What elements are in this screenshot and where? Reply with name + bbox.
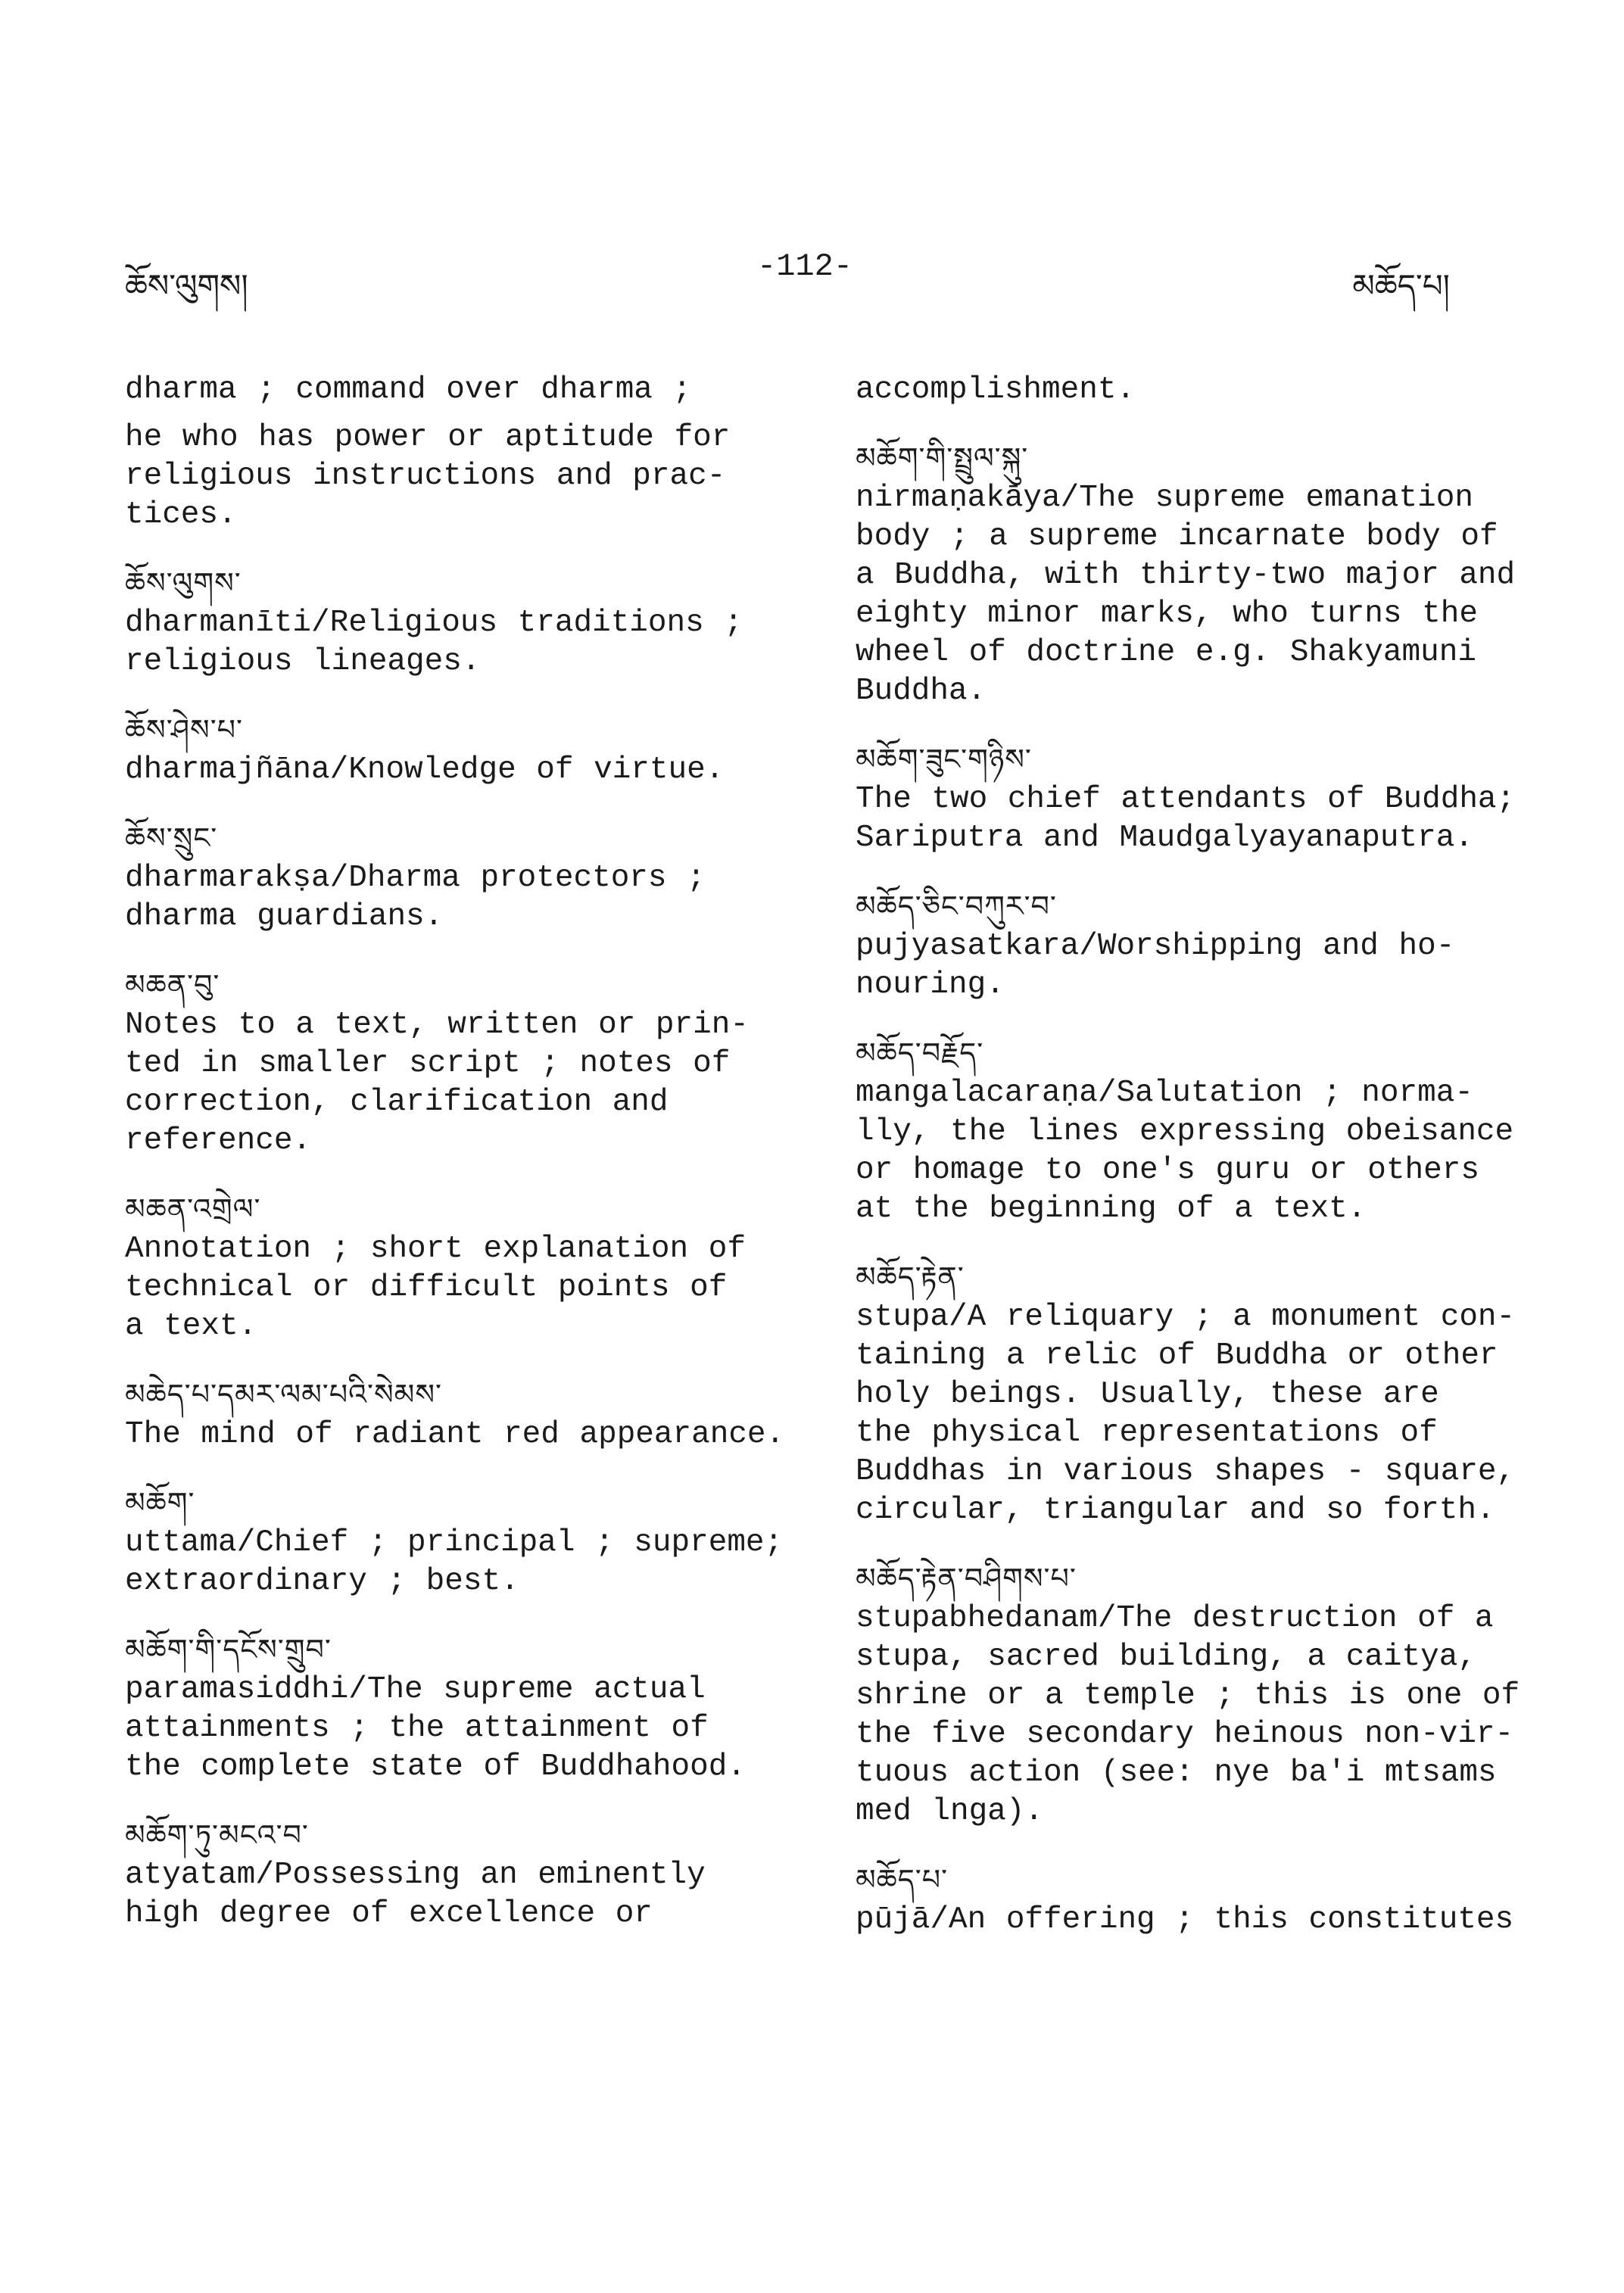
left-column — [125, 371, 806, 1961]
dictionary-entry — [125, 1373, 806, 1454]
running-head-left: ཆོས་ལུགས། — [125, 267, 248, 304]
tibetan-headword: མཆོག་གི་དངོས་གྲུབ་ — [125, 1633, 332, 1666]
entry-definition: The mind of radiant red appearance. — [125, 1417, 785, 1452]
tibetan-headword: མཆོག་ཟུང་གཉིས་ — [856, 743, 1032, 776]
dictionary-entry — [856, 1256, 1552, 1530]
tibetan-headword: མཆེད་པ་དམར་ལམ་པའི་སེམས་ — [125, 1378, 442, 1411]
continuation-line: dharma ; command over dharma ; — [125, 372, 692, 407]
tibetan-headword: མཆོད་ཅིང་བཀུར་བ་ — [856, 889, 1057, 923]
dictionary-entry — [125, 1628, 806, 1787]
entry-definition: Notes to a text, written or prin- ted in smaller script ; notes of correction, clarification and reference. — [125, 1008, 749, 1158]
tibetan-headword: མཆོག་གི་སྤྲུལ་སྐུ་ — [856, 441, 1029, 475]
entry-definition: nirmaṇakāya/The supreme emanation body ; a supreme incarnate body of a Buddha, with thirty-two major and eighty minor marks, who turns the wheel of doctrine e.g. Shakyamuni Buddha. — [856, 481, 1516, 709]
entry-definition: mangalacaraṇa/Salutation ; norma- lly, the lines expressing obeisance or homage to one's guru or others at the beginning of a text. — [856, 1076, 1514, 1226]
dictionary-entry — [125, 1814, 806, 1933]
dictionary-entry — [856, 1858, 1552, 1939]
entry-definition: pūjā/An offering ; this constitutes — [856, 1902, 1514, 1937]
dictionary-entry — [856, 1032, 1552, 1229]
tibetan-headword: ཆོས་ཤེས་པ་ — [125, 713, 244, 746]
tibetan-headword: མཆན་བུ་ — [125, 968, 220, 1002]
dictionary-entry — [125, 709, 806, 790]
tibetan-headword: མཆོག་ — [125, 1486, 195, 1519]
tibetan-headword: ཆོས་ལུགས་ — [125, 566, 242, 600]
dictionary-entry — [125, 817, 806, 936]
tibetan-headword: མཆོད་བརྗོད་ — [856, 1036, 984, 1070]
right-column — [856, 371, 1552, 1967]
entry-definition: uttama/Chief ; principal ; supreme; extraordinary ; best. — [125, 1525, 784, 1599]
entry-definition: dharmarakṣa/Dharma protectors ; dharma guardians. — [125, 861, 706, 934]
page-number: -112- — [757, 248, 853, 285]
entry-definition: dharmajñāna/Knowledge of virtue. — [125, 752, 725, 787]
continuation-definition: he who has power or aptitude for religious instructions and prac- tices. — [125, 420, 731, 532]
tibetan-headword: མཆོད་རྟེན་ — [856, 1260, 965, 1294]
dictionary-entry — [125, 1481, 806, 1601]
entry-definition: stupabhedanam/The destruction of a stupa, sacred building, a caitya, shrine or a temple ; this is one of the five secondary heinous non-vir- tuous action (see: nye ba'i mtsams med lnga). — [856, 1601, 1520, 1829]
tibetan-headword: མཆོད་རྟེན་བཤིགས་པ་ — [856, 1562, 1077, 1595]
tibetan-headword: མཆོད་པ་ — [856, 1863, 949, 1896]
continuation-line: accomplishment. — [856, 372, 1136, 407]
entry-definition: stupa/A reliquary ; a monument con- taining a relic of Buddha or other holy beings. Usually, these are the physical representations of Buddhas in various shapes - square, circular, triangular and so forth. — [856, 1300, 1516, 1528]
dictionary-entry — [125, 964, 806, 1161]
entry-definition: The two chief attendants of Buddha; Sariputra and Maudgalyayanaputra. — [856, 782, 1516, 855]
dictionary-entry — [856, 1557, 1552, 1831]
entry-definition: paramasiddhi/The supreme actual attainments ; the attainment of the complete state of Buddhahood. — [125, 1672, 746, 1784]
entry-definition: atyatam/Possessing an eminently high degree of excellence or — [125, 1858, 706, 1931]
dictionary-entry — [856, 437, 1552, 711]
running-head-right: མཆོད་པ། — [1352, 267, 1450, 304]
dictionary-entry — [125, 1188, 806, 1346]
dictionary-entry — [125, 562, 806, 681]
dictionary-entry — [856, 738, 1552, 858]
tibetan-headword: མཆོག་ཏུ་མངའ་བ་ — [125, 1818, 309, 1852]
entry-definition: pujyasatkara/Worshipping and ho- nouring. — [856, 929, 1455, 1002]
entry-definition: dharmanīti/Religious traditions ; religious lineages. — [125, 606, 743, 679]
entry-definition: Annotation ; short explanation of technical or difficult points of a text. — [125, 1232, 746, 1344]
tibetan-headword: ཆོས་སྲུང་ — [125, 821, 218, 855]
tibetan-headword: མཆན་འགྲེལ་ — [125, 1192, 261, 1226]
dictionary-entry — [856, 885, 1552, 1005]
